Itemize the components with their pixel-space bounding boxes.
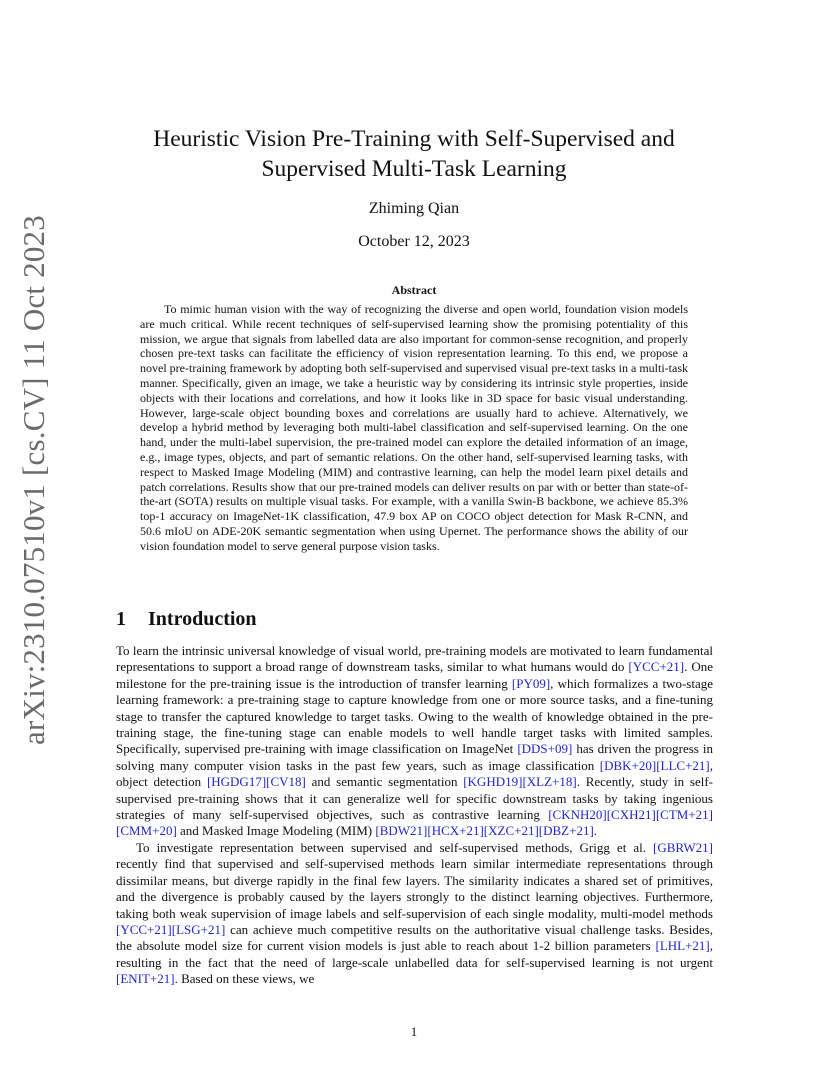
citation-link[interactable]: [LSG+21] xyxy=(171,921,226,937)
text-run: To learn the intrinsic universal knowledge of visual world, pre-training models are motivated to learn fundamental representations to support a broad range of downstream tasks, similar to what humans would do xyxy=(116,643,713,675)
citation-link[interactable]: [DBZ+21] xyxy=(538,823,594,839)
intro-paragraph-1 xyxy=(116,643,713,840)
text-run: . Recently, study in self-supervised pre-training shows that it can generalize well for specific downstream tasks by taking ingenious strategies of many self-supervised objectives, such as contrastive learning xyxy=(116,774,713,823)
section-number: 1 xyxy=(116,608,126,630)
citation-link[interactable]: [LLC+21] xyxy=(656,757,710,773)
abstract-body: To mimic human vision with the way of recognizing the diverse and open world, foundation vision models are much critical. While recent techniques of self-supervised learning show the promising potentiality of this mission, we argue that signals from labelled data are also important for common-sense recognition, and properly chosen pre-text tasks can facilitate the efficiency of vision representation learning. To this end, we propose a novel pre-training framework by adopting both self-supervised and supervised visual pre-text tasks in a multi-task manner. Specifically, given an image, we take a heuristic way by considering its intrinsic style properties, inside objects with their locations and correlations, and how it looks like in 3D space for basic visual understanding. However, large-scale object bounding boxes and correlations are usually hard to achieve. Alternatively, we develop a hybrid method by leveraging both multi-label classification and self-supervised learning. On the one hand, under the multi-label supervision, the pre-trained model can explore the detailed information of an image, e.g., image types, objects, and part of semantic relations. On the other hand, self-supervised learning tasks, with respect to Masked Image Modeling (MIM) and contrastive learning, can help the model learn pixel details and patch correlations. Results show that our pre-trained models can deliver results on par with or better than state-of-the-art (SOTA) results on multiple visual tasks. For example, with a vanilla Swin-B backbone, we achieve 85.3% top-1 accuracy on ImageNet-1K classification, 47.9 box AP on COCO object detection for Mask R-CNN, and 50.6 mIoU on ADE-20K semantic segmentation when using Upernet. The performance shows the ability of our vision foundation model to serve general purpose vision tasks. xyxy=(140,302,688,553)
citation-link[interactable]: [KGHD19] xyxy=(463,774,523,790)
citation-link[interactable]: [LHL+21] xyxy=(655,938,710,954)
text-run: and Masked Image Modeling (MIM) xyxy=(176,823,376,839)
citation-link[interactable]: [ENIT+21] xyxy=(116,971,175,987)
title-line-1: Heuristic Vision Pre-Training with Self-Supervised and xyxy=(153,126,675,152)
arxiv-sidebar xyxy=(12,200,56,760)
citation-link[interactable]: [DBK+20] xyxy=(599,757,657,773)
citation-link[interactable]: [XZC+21] xyxy=(483,823,539,839)
text-run: . One milestone for the pre-training issue is the introduction of transfer learning xyxy=(116,659,713,691)
text-run: can achieve much competitive results on the authoritative visual challenge tasks. Besides, the absolute model size for current vision models is just able to reach about 1-2 billion parameters xyxy=(116,921,713,954)
abstract-heading: Abstract xyxy=(391,283,437,297)
text-run: . xyxy=(593,823,598,839)
citation-link[interactable]: [CMM+20] xyxy=(116,823,177,839)
intro-paragraph-2 xyxy=(116,840,713,988)
text-run: , object detection xyxy=(116,757,713,790)
section-heading-introduction xyxy=(116,608,257,631)
citation-link[interactable]: [CV18] xyxy=(266,774,306,790)
section-title: Introduction xyxy=(148,608,257,630)
paper-title xyxy=(100,124,728,184)
publication-date: October 12, 2023 xyxy=(358,233,470,250)
citation-link[interactable]: [BDW21] xyxy=(375,823,428,839)
citation-link[interactable]: [HCX+21] xyxy=(427,823,484,839)
citation-link[interactable]: [XLZ+18] xyxy=(522,774,577,790)
citation-link[interactable]: [YCC+21] xyxy=(116,921,172,937)
text-run: , resulting in the fact that the need of large-scale unlabelled data for self-supervised learning is not urgent xyxy=(116,938,713,970)
text-run: and semantic segmentation xyxy=(305,774,464,790)
citation-link[interactable]: [DDS+09] xyxy=(517,741,573,757)
text-run: has driven the progress in solving many computer vision tasks in the past few years, such as image classification xyxy=(116,741,713,773)
page-number: 1 xyxy=(410,1024,418,1039)
author-name: Zhiming Qian xyxy=(368,200,460,217)
citation-link[interactable]: [GBRW21] xyxy=(653,839,713,855)
introduction-body xyxy=(116,643,713,988)
arxiv-identifier: arXiv:2310.07510v1 [cs.CV] 11 Oct 2023 xyxy=(16,215,51,745)
citation-link[interactable]: [CXH21] xyxy=(606,807,656,823)
text-run: recently find that supervised and self-supervised methods learn similar intermediate representations through dissimilar means, but diverge rapidly in the final few layers. The similarity indicates a shared set of primitives, and the divergence is probably caused by the layers strongly to the distinct learning objectives. Furthermore, taking both weak supervision of image labels and self-supervision of each single modality, multi-model methods xyxy=(116,856,713,921)
text-run: To investigate representation between supervised and self-supervised methods, Grigg et al. xyxy=(136,839,654,855)
citation-link[interactable]: [CTM+21] xyxy=(655,807,713,823)
citation-link[interactable]: [HGDG17] xyxy=(206,774,267,790)
citation-link[interactable]: [PY09] xyxy=(511,675,551,691)
citation-link[interactable]: [CKNH20] xyxy=(548,807,607,823)
citation-link[interactable]: [YCC+21] xyxy=(628,659,685,675)
text-run: . Based on these views, we xyxy=(174,971,315,987)
title-line-2: Supervised Multi-Task Learning xyxy=(261,156,567,182)
text-run: , which formalizes a two-stage learning framework: a pre-training stage to capture knowledge from one or more source tasks, and a fine-tuning stage to transfer the captured knowledge to target tasks. Owing to the wealth of knowledge obtained in the pre-training stage, the fine-tuning stage can enable models to well handle target tasks with limited samples. Specifically, supervised pre-training with image classification on ImageNet xyxy=(116,675,713,757)
